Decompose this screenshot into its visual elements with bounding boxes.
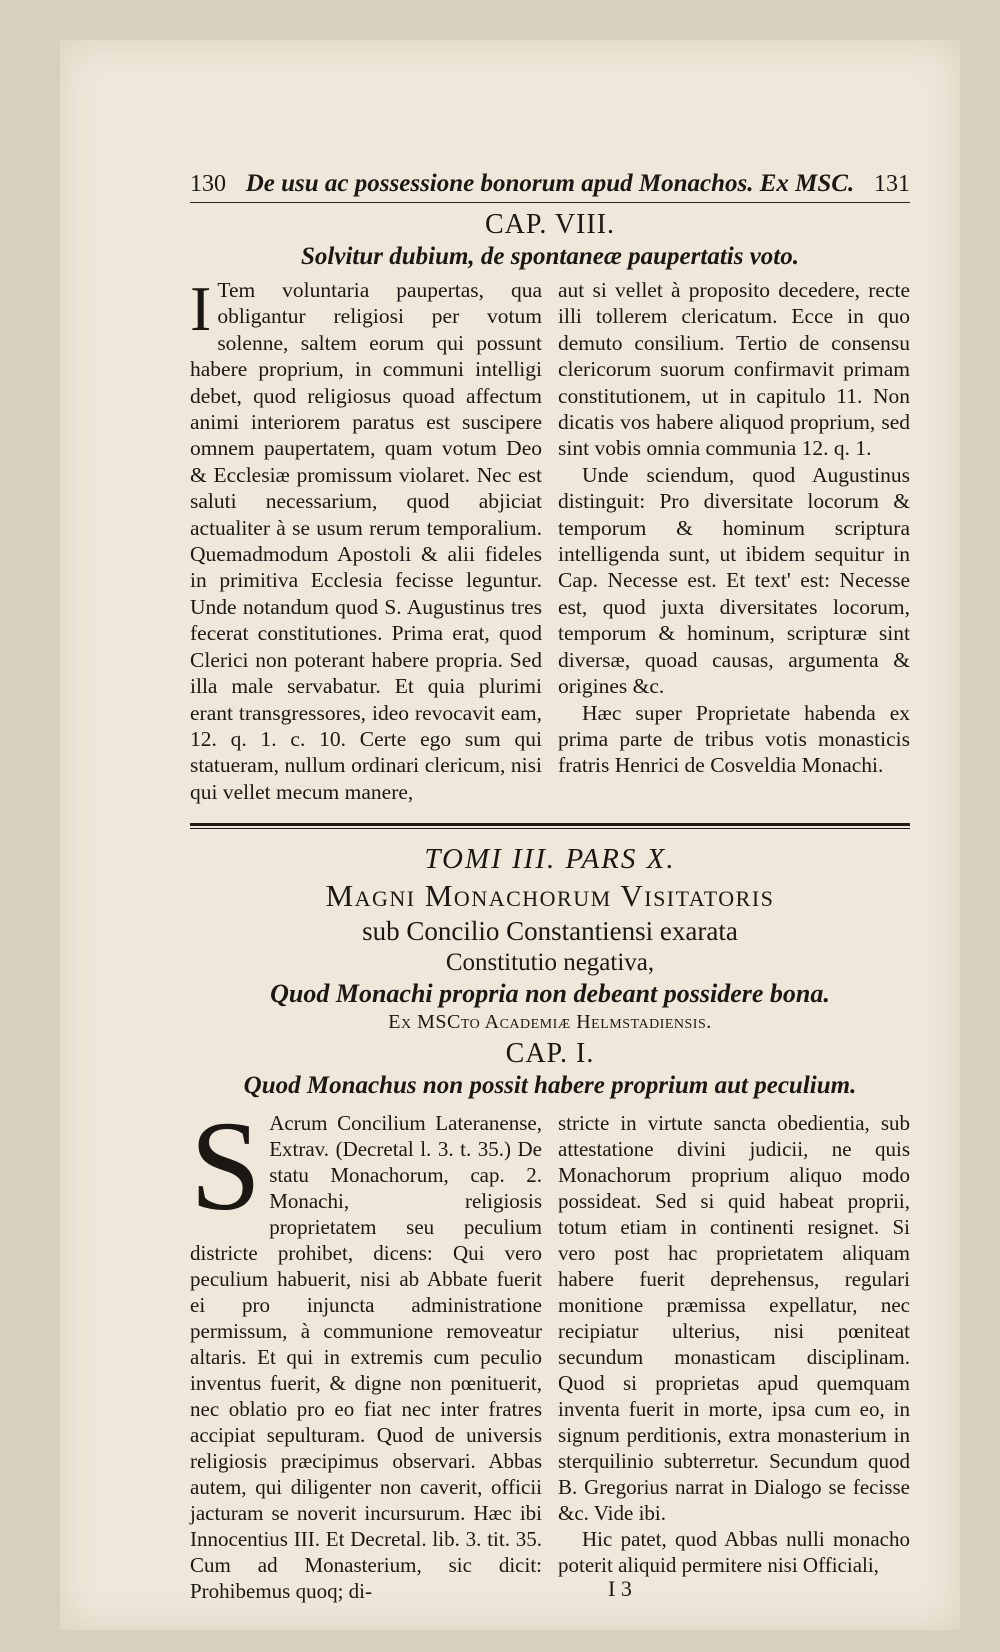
- treatise-subtitle: sub Concilio Constantiensi exarata: [362, 916, 738, 947]
- paragraph: stricte in virtute sancta obedientia, sub attestatione divini judicii, ne quis Monachorum proprium aliquo modo possideat. Sed si quid habeat proprii, totum etiam in continenti resignet. Si vero post hac proprietatem aliquam habere fuerit deprehensus, regulari monitione præmissa expellatur, nec recipiatur ulterius, nisi pœniteat secundum monasticam disciplinam. Quod si proprietas apud quemquam inventa fuerit in morte, ipsa cum eo, in signum perditionis, extra monasterium in sterquilinio subterretur. Secundum quod B. Gregorius narrat in Dialogo se fecisse &c. Vide ibi.: [558, 1111, 910, 1526]
- paragraph: [190, 1095, 542, 1604]
- chapter-subtitle: Quod Monachus non possit habere proprium aut peculium.: [243, 1072, 857, 1100]
- drop-cap: S: [190, 1095, 262, 1238]
- treatise-subtitle-2: Constitutio negativa,: [445, 949, 655, 977]
- paragraph-text: Tem voluntaria paupertas, qua obligantur religiosi per votum solenne, saltem eorum qui possunt habere proprium, in communi intelligi debet, quod religiosus quoad affectum animi interiorem paratus est suscipere omnem paupertatem, quam votum Deo & Ecclesiæ promissum violaret. Nec est saluti necessarium, quod abjiciat actualiter à se usum rerum temporalium. Quemadmodum Apostoli & alii fideles in primitiva Ecclesia fecisse leguntur. Unde notandum quod S. Augustinus tres fecerat constitutiones. Prima erat, quod Clerici non poterant habere propria. Sed illa male servabatur. Et quia plurimi erant transgressores, ideo revocavit eam, 12. q. 1. c. 10. Certe ego sum qui statueram, nullum ordinari clericum, nisi qui vellet mecum manere,: [190, 278, 542, 804]
- paragraph: Hæc super Proprietate habenda ex prima parte de tribus votis monasticis fratris Henrici de Cosveldia Monachi.: [558, 700, 910, 778]
- page-number-right: 131: [873, 171, 910, 197]
- running-title: De usu ac possessione bonorum apud Monachos. Ex MSC.: [245, 170, 855, 197]
- chapter-heading: CAP. I.: [505, 1038, 595, 1070]
- left-column: [190, 273, 542, 805]
- right-column: [558, 1110, 910, 1604]
- signature-mark: I 3: [608, 1576, 632, 1602]
- left-column: [190, 1095, 542, 1604]
- paragraph: Hic patet, quod Abbas nulli monacho poterit aliquid permitere nisi Officiali,: [558, 1527, 910, 1578]
- two-column-text: [190, 1095, 910, 1604]
- drop-cap: I: [190, 273, 212, 344]
- paragraph-text: Acrum Concilium Lateranense, Extrav. (Decretal l. 3. t. 35.) De statu Monachorum, cap. 2. Monachi, religiosis proprietatem seu peculium districte prohibet, dicens: Qui vero peculium habuerit, nisi ab Abbate fuerit ei pro injuncta administratione permissum, à communione removeatur altaris. Et qui in extremis cum peculio inventus fuerit, & digne non pœnituerit, nec oblatio pro eo fiat nec inter fratres accipiat sepulturam. Quod de universis religiosis præcipimus observari. Abbas autem, qui diligenter non caverit, officii jacturam se noverit incursurum. Hæc ibi Innocentius III. Et Decretal. lib. 3. tit. 35. Cum ad Monasterium, sic dicit: Prohibemus quoq; di-: [190, 1111, 542, 1604]
- right-column: [558, 277, 910, 805]
- page-number-left: 130: [190, 171, 226, 197]
- two-column-text: [190, 273, 910, 805]
- paragraph: aut si vellet à proposito decedere, recte illi tollerem clericatum. Ecce in quo demuto consilium. Tertio de consensu clericorum suorum confirmavit primam constitutionem, ut in capitulo 11. Non dicatis vos habere aliquod proprium, sed sint vobis omnia communia 12. q. 1.: [558, 278, 910, 461]
- section-divider: [190, 823, 910, 829]
- running-head: [190, 170, 910, 203]
- paragraph: [190, 273, 542, 805]
- chapter-subtitle: Solvitur dubium, de spontaneæ paupertatis voto.: [301, 243, 799, 270]
- page-content: [190, 170, 910, 1604]
- paragraph: Unde sciendum, quod Augustinus distinguit: Pro diversitate locorum & temporum & hominum scriptura intelligenda sunt, ut ibidem sequitur in Cap. Necesse est. Et text' est: Necesse est, quod juxta diversitates locorum, temporum & hominum, scripturæ sint diversæ, quoad causas, argumenta & origines &c.: [558, 462, 910, 699]
- page: [60, 40, 960, 1630]
- treatise-subtitle-3: Quod Monachi propria non debeant possidere bona.: [270, 979, 830, 1009]
- volume-heading: TOMI III. PARS X.: [424, 843, 676, 876]
- source-note: Ex MSCto Academiæ Helmstadiensis.: [388, 1011, 712, 1034]
- chapter-heading: CAP. VIII.: [484, 209, 616, 240]
- treatise-title: Magni Monachorum Visitatoris: [325, 878, 775, 914]
